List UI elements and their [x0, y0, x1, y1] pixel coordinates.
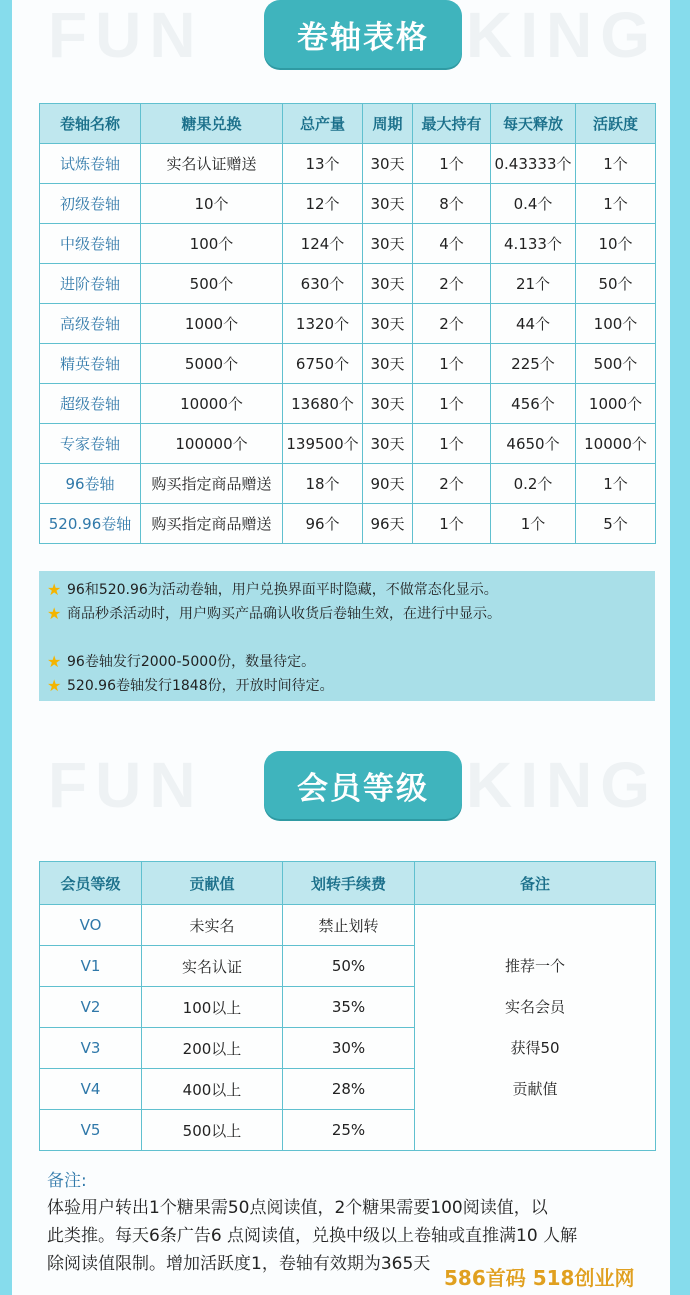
scroll-table-header-row — [40, 104, 656, 144]
table-cell: 25% — [283, 1110, 415, 1151]
col-header: 周期 — [363, 104, 413, 144]
col-header: 最大持有 — [413, 104, 491, 144]
table-cell: 100000个 — [141, 424, 283, 464]
table-row — [40, 264, 656, 304]
col-header: 总产量 — [283, 104, 363, 144]
table-cell: 500个 — [141, 264, 283, 304]
table-cell: 18个 — [283, 464, 363, 504]
table-row — [40, 464, 656, 504]
star-icon: ★ — [47, 651, 62, 671]
watermark-right: KING — [466, 749, 658, 821]
note-line — [47, 675, 334, 695]
table-cell: 124个 — [283, 224, 363, 264]
section-title-member: 会员等级 — [264, 751, 462, 819]
remark-line: 此类推。每天6条广告6 点阅读值，兑换中级以上卷轴或直推满10 人解 — [47, 1226, 578, 1246]
member-table-header-row — [40, 862, 656, 905]
table-row — [40, 905, 656, 946]
col-header: 糖果兑换 — [141, 104, 283, 144]
table-row — [40, 304, 656, 344]
col-header: 会员等级 — [40, 862, 142, 905]
table-cell: 500以上 — [142, 1110, 283, 1151]
table-cell: 13680个 — [283, 384, 363, 424]
table-cell: 1个 — [413, 344, 491, 384]
table-cell: 30天 — [363, 384, 413, 424]
table-cell: 30天 — [363, 264, 413, 304]
remark-line: 体验用户转出1个糖果需50点阅读值，2个糖果需要100阅读值，以 — [47, 1198, 548, 1218]
note-line — [47, 579, 498, 599]
remark-cell — [415, 905, 656, 1151]
table-cell: 5个 — [576, 504, 656, 544]
remark-line: 除阅读值限制。增加活跃度1，卷轴有效期为365天 — [47, 1254, 431, 1274]
table-cell: 2个 — [413, 304, 491, 344]
table-cell: 实名认证赠送 — [141, 144, 283, 184]
col-header: 卷轴名称 — [40, 104, 141, 144]
scroll-table — [39, 103, 656, 544]
table-cell: 35% — [283, 987, 415, 1028]
note-text: 96和520.96为活动卷轴，用户兑换界面平时隐藏，不做常态化显示。 — [67, 582, 498, 598]
table-cell: 实名认证 — [142, 946, 283, 987]
table-cell: 4650个 — [491, 424, 576, 464]
table-row — [40, 224, 656, 264]
table-cell: 21个 — [491, 264, 576, 304]
remark-cell-line: 贡献值 — [512, 1079, 558, 1098]
table-cell: 1个 — [413, 384, 491, 424]
scroll-name-cell: 专家卷轴 — [40, 424, 141, 464]
table-cell: 10个 — [141, 184, 283, 224]
table-cell: 100个 — [141, 224, 283, 264]
table-cell: 500个 — [576, 344, 656, 384]
member-level-cell: V5 — [40, 1110, 142, 1151]
table-row — [40, 144, 656, 184]
col-header: 每天释放 — [491, 104, 576, 144]
member-level-cell: V3 — [40, 1028, 142, 1069]
member-table — [39, 861, 656, 1151]
table-cell: 1000个 — [576, 384, 656, 424]
remark-cell-line: 获得50 — [510, 1038, 560, 1057]
scroll-name-cell: 进阶卷轴 — [40, 264, 141, 304]
table-row — [40, 424, 656, 464]
table-row — [40, 184, 656, 224]
table-cell: 1个 — [413, 504, 491, 544]
table-row — [40, 344, 656, 384]
table-cell: 2个 — [413, 464, 491, 504]
note-text: 96卷轴发行2000-5000份，数量待定。 — [67, 654, 316, 670]
scroll-name-cell: 520.96卷轴 — [40, 504, 141, 544]
star-icon: ★ — [47, 675, 62, 695]
table-cell: 2个 — [413, 264, 491, 304]
remark-cell-line: 实名会员 — [504, 997, 565, 1016]
table-cell: 30天 — [363, 144, 413, 184]
watermark-right: KING — [466, 0, 658, 71]
table-cell: 100以上 — [142, 987, 283, 1028]
note-text: 520.96卷轴发行1848份，开放时间待定。 — [67, 678, 334, 694]
table-cell: 1000个 — [141, 304, 283, 344]
scroll-name-cell: 高级卷轴 — [40, 304, 141, 344]
table-cell: 购买指定商品赠送 — [141, 464, 283, 504]
table-cell: 6750个 — [283, 344, 363, 384]
table-row — [40, 384, 656, 424]
table-cell: 10000个 — [141, 384, 283, 424]
table-cell: 1320个 — [283, 304, 363, 344]
watermark-left: FUN — [48, 749, 204, 821]
table-cell: 30% — [283, 1028, 415, 1069]
table-cell: 10个 — [576, 224, 656, 264]
table-cell: 456个 — [491, 384, 576, 424]
table-cell: 1个 — [413, 144, 491, 184]
table-cell: 1个 — [576, 184, 656, 224]
table-cell: 400以上 — [142, 1069, 283, 1110]
table-cell: 96个 — [283, 504, 363, 544]
scroll-name-cell: 试炼卷轴 — [40, 144, 141, 184]
table-cell: 96天 — [363, 504, 413, 544]
scroll-name-cell: 中级卷轴 — [40, 224, 141, 264]
scroll-name-cell: 超级卷轴 — [40, 384, 141, 424]
note-line — [47, 651, 315, 671]
member-level-cell: VO — [40, 905, 142, 946]
remark-cell-line: 推荐一个 — [504, 956, 565, 975]
table-cell: 未实名 — [142, 905, 283, 946]
table-row — [40, 504, 656, 544]
table-cell: 50% — [283, 946, 415, 987]
table-cell: 12个 — [283, 184, 363, 224]
footer-watermark: 586首码 518创业网 — [444, 1266, 635, 1290]
member-level-cell: V4 — [40, 1069, 142, 1110]
star-icon: ★ — [47, 579, 62, 599]
table-cell: 200以上 — [142, 1028, 283, 1069]
member-level-cell: V1 — [40, 946, 142, 987]
table-cell: 0.4个 — [491, 184, 576, 224]
member-level-cell: V2 — [40, 987, 142, 1028]
table-cell: 0.43333个 — [491, 144, 576, 184]
scroll-name-cell: 精英卷轴 — [40, 344, 141, 384]
star-icon: ★ — [47, 603, 62, 623]
table-cell: 50个 — [576, 264, 656, 304]
table-cell: 30天 — [363, 344, 413, 384]
scroll-name-cell: 96卷轴 — [40, 464, 141, 504]
table-cell: 1个 — [576, 464, 656, 504]
table-cell: 28% — [283, 1069, 415, 1110]
note-text: 商品秒杀活动时，用户购买产品确认收货后卷轴生效，在进行中显示。 — [67, 606, 501, 622]
table-cell: 5000个 — [141, 344, 283, 384]
col-header: 划转手续费 — [283, 862, 415, 905]
table-cell: 630个 — [283, 264, 363, 304]
table-cell: 1个 — [576, 144, 656, 184]
table-cell: 90天 — [363, 464, 413, 504]
watermark-left: FUN — [48, 0, 204, 71]
table-cell: 30天 — [363, 224, 413, 264]
section-title-scroll: 卷轴表格 — [264, 0, 462, 68]
table-cell: 44个 — [491, 304, 576, 344]
col-header: 贡献值 — [142, 862, 283, 905]
table-cell: 30天 — [363, 424, 413, 464]
notes-box — [39, 571, 655, 701]
scroll-name-cell: 初级卷轴 — [40, 184, 141, 224]
col-header: 活跃度 — [576, 104, 656, 144]
table-cell: 8个 — [413, 184, 491, 224]
table-cell: 4.133个 — [491, 224, 576, 264]
table-cell: 0.2个 — [491, 464, 576, 504]
page — [12, 0, 670, 1295]
table-cell: 1个 — [413, 424, 491, 464]
table-cell: 225个 — [491, 344, 576, 384]
table-cell: 禁止划转 — [283, 905, 415, 946]
table-cell: 30天 — [363, 304, 413, 344]
remark-title: 备注: — [47, 1171, 87, 1191]
table-cell: 4个 — [413, 224, 491, 264]
table-cell: 100个 — [576, 304, 656, 344]
table-cell: 30天 — [363, 184, 413, 224]
table-cell: 13个 — [283, 144, 363, 184]
table-cell: 购买指定商品赠送 — [141, 504, 283, 544]
table-cell: 139500个 — [283, 424, 363, 464]
table-cell: 1个 — [491, 504, 576, 544]
note-line — [47, 603, 501, 623]
table-cell: 10000个 — [576, 424, 656, 464]
col-header: 备注 — [415, 862, 656, 905]
